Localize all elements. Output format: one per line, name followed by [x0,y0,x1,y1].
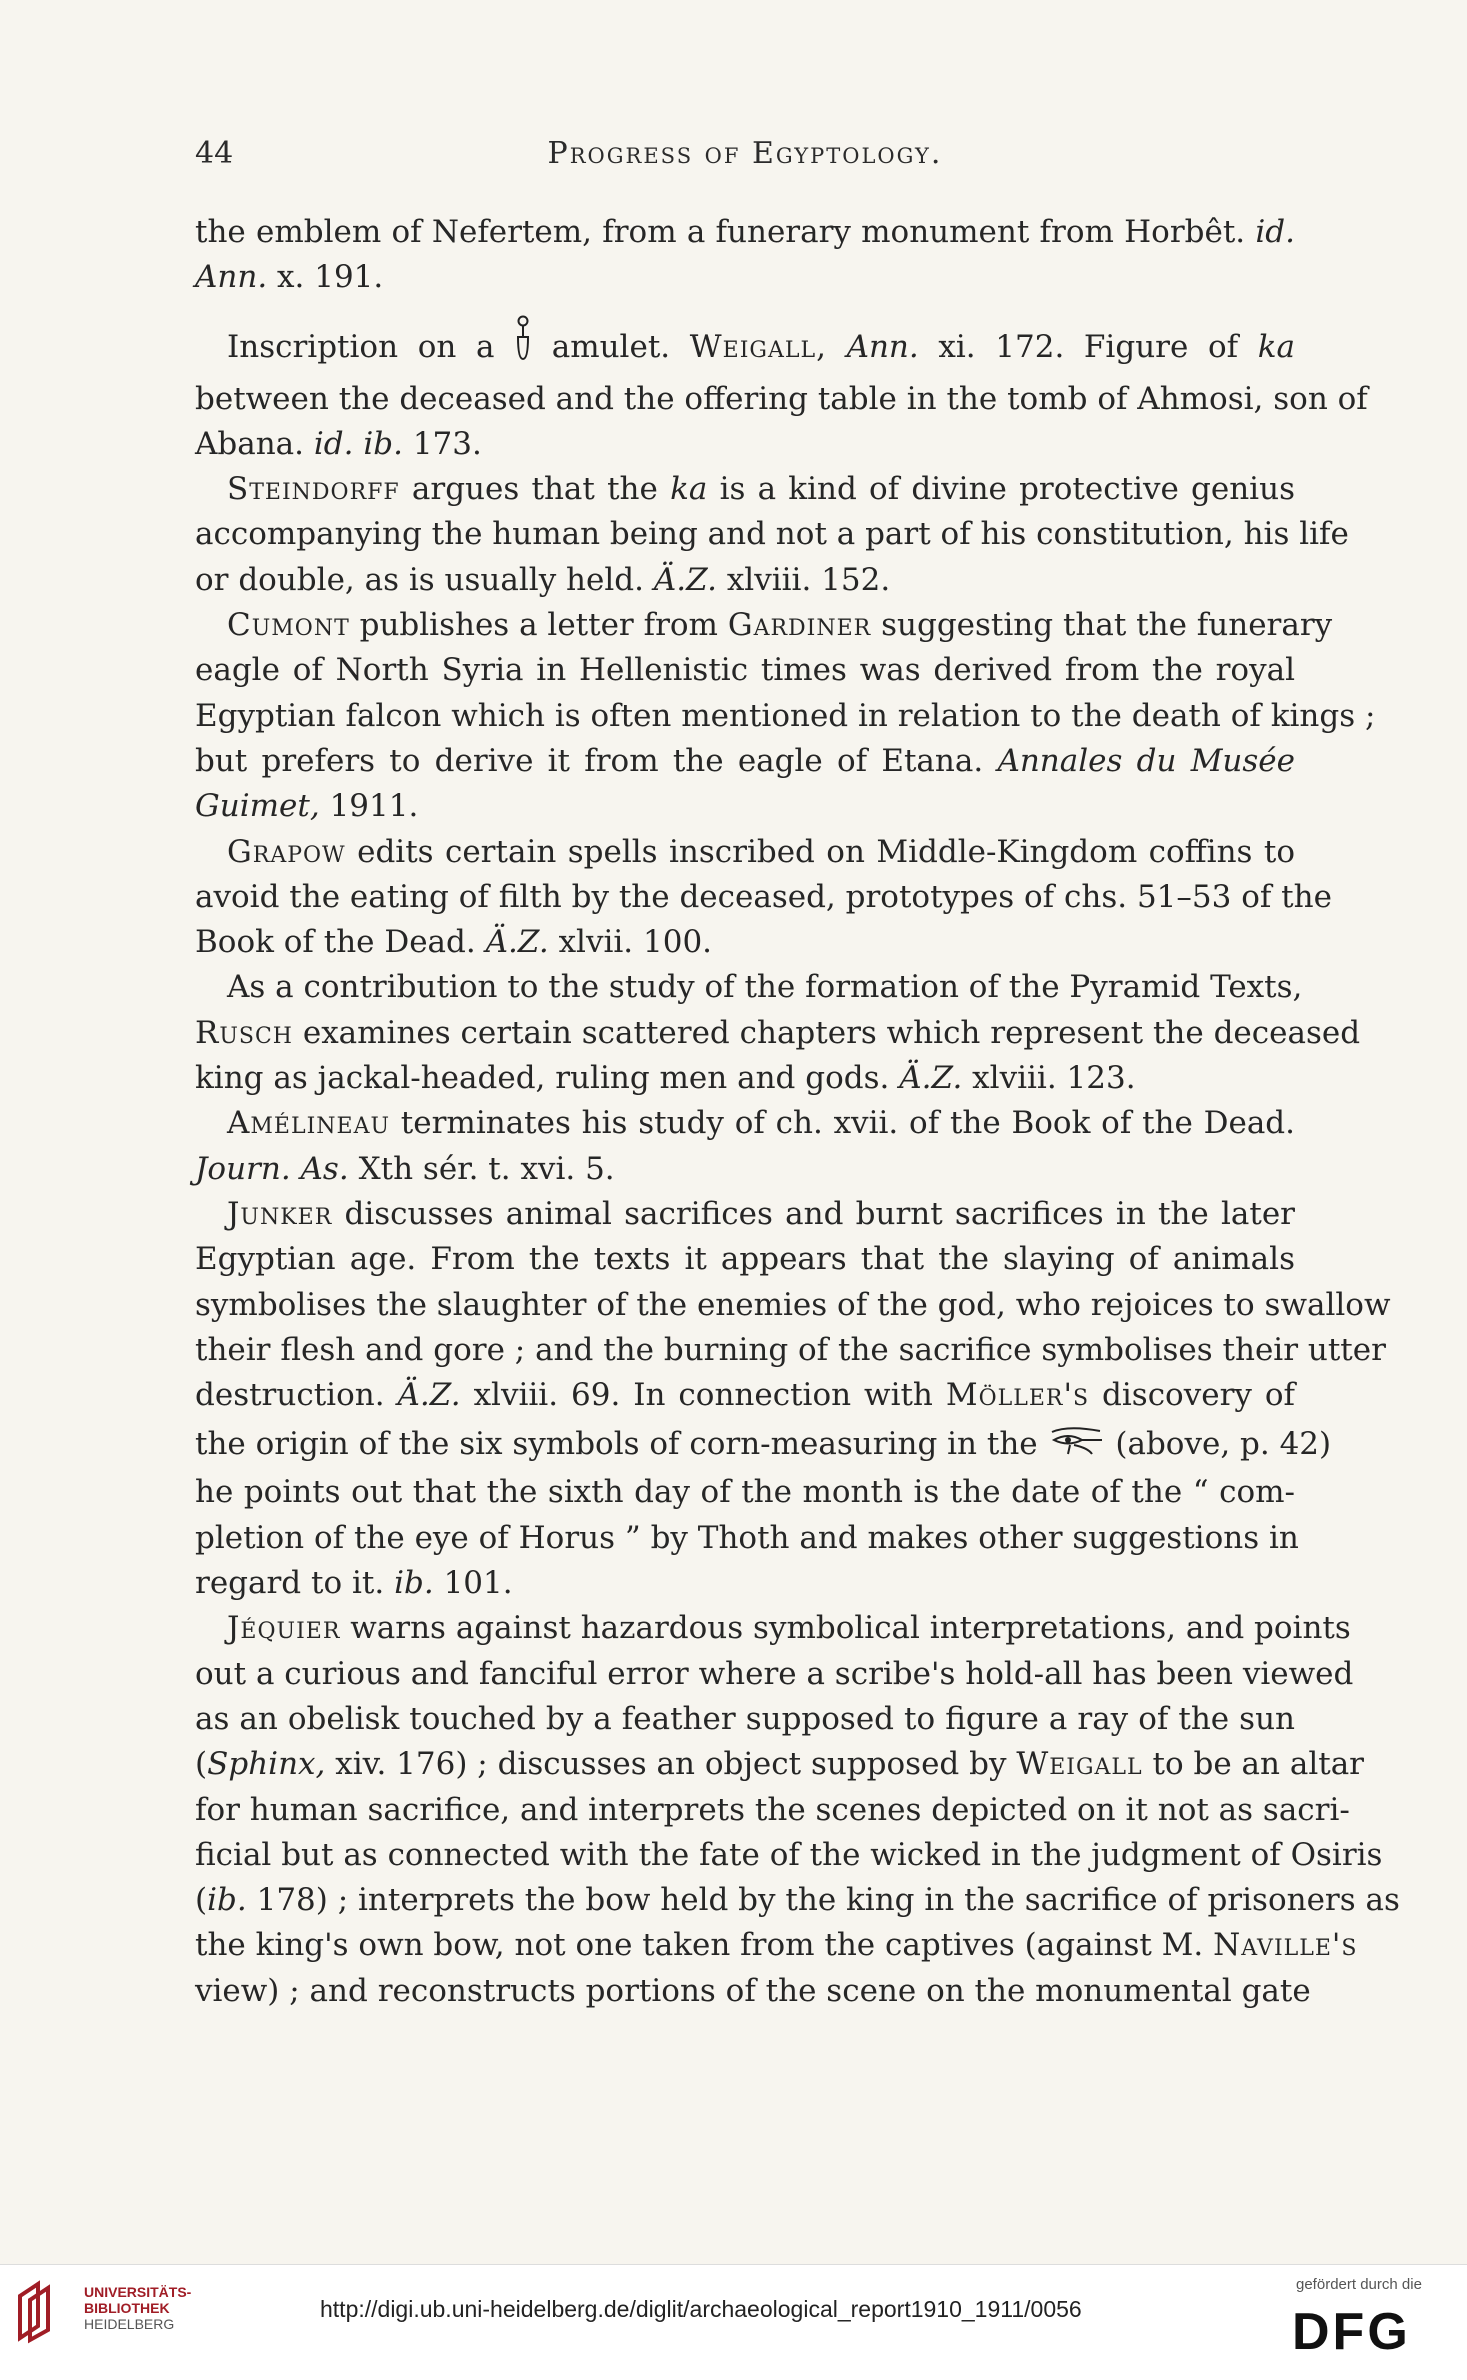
text-line: Inscription on a amulet. Weigall, Ann. xi. 172. Figure of ka [195,315,1295,377]
author-name: Weigall [1016,1746,1143,1783]
citation: Sphinx, [207,1746,326,1783]
author-name: Grapow [227,833,346,870]
citation: Annales du Musée [997,742,1295,779]
citation: ib. [394,1565,434,1602]
university-library-logo-icon [14,2282,78,2346]
text-line: their flesh and gore ; and the burning of the sacrifice symbolises their utter [195,1331,1386,1368]
text-line: ficial but as connected with the fate of the wicked in the judgment of Osiris [195,1836,1383,1873]
citation: Journ. As. [195,1150,349,1187]
library-name: UNIVERSITÄTS- BIBLIOTHEK HEIDELBERG [84,2284,192,2332]
text-line: Jéquier warns against hazardous symbolical interpretations, and points [227,1610,1351,1647]
text-line: between the deceased and the offering table in the tomb of Ahmosi, son of [195,380,1368,417]
author-name: Weigall, [689,328,827,365]
text-line: destruction. Ä.Z. xlviii. 69. In connection with Möller's discovery of [195,1377,1295,1414]
text-line: pletion of the eye of Horus ” by Thoth and makes other suggestions in [195,1519,1299,1556]
text-line: Egyptian age. From the texts it appears that the slaying of animals [195,1241,1295,1278]
text-line: As a contribution to the study of the formation of the Pyramid Texts, [227,969,1303,1006]
text-line: Steindorff argues that the ka is a kind of divine protective genius [227,471,1295,508]
author-name: Steindorff [227,471,400,508]
body-text [195,210,1400,2014]
citation: Ä.Z. [485,924,549,961]
citation: Ann. [846,328,919,365]
author-name: Gardiner [727,607,872,644]
text-line: the emblem of Nefertem, from a funerary monument from Horbêt. id. [195,214,1295,250]
dfg-logo: DFG [1292,2303,1411,2361]
citation: id. ib. [313,425,403,462]
text-line: for human sacrifice, and interprets the scenes depicted on it not as sacri- [195,1791,1350,1828]
text-line: Amélineau terminates his study of ch. xvii. of the Book of the Dead. [227,1105,1295,1142]
text-line: Abana. id. ib. 173. [195,425,482,462]
text-line: he points out that the sixth day of the month is the date of the “ com- [195,1474,1295,1511]
text-line: out a curious and fanciful error where a scribe's hold-all has been viewed [195,1655,1354,1692]
author-name: Cumont [227,607,350,644]
text-line: Ann. x. 191. [195,259,384,296]
citation: Ann. [195,259,268,296]
text-line: avoid the eating of filth by the deceased, prototypes of chs. 51–53 of the [195,878,1332,915]
author-name: Jéquier [227,1610,341,1647]
citation: Ä.Z. [397,1377,461,1414]
text-line: Egyptian falcon which is often mentioned in relation to the death of kings ; [195,697,1376,734]
citation: Guimet, [195,788,320,825]
author-name: Naville's [1213,1927,1358,1964]
amulet-hieroglyph-icon [514,315,532,382]
text-line: (Sphinx, xiv. 176) ; discusses an object supposed by Weigall to be an altar [195,1746,1364,1783]
citation: Ä.Z. [653,561,717,598]
text-line: Cumont publishes a letter from Gardiner suggesting that the funerary [227,607,1333,644]
text-line: view) ; and reconstructs portions of the scene on the monumental gate [195,1972,1311,2009]
text-line: (ib. 178) ; interprets the bow held by the king in the sacrifice of prisoners as [195,1882,1400,1919]
citation: Ä.Z. [899,1060,963,1097]
eye-of-horus-icon [1048,1420,1106,1472]
text-line: Junker discusses animal sacrifices and burnt sacrifices in the later [227,1195,1295,1232]
text-line: Grapow edits certain spells inscribed on Middle-Kingdom coffins to [227,833,1295,870]
text-line: Book of the Dead. Ä.Z. xlvii. 100. [195,924,713,961]
running-title: Progress of Egyptology. [547,136,943,171]
text-line: but prefers to derive it from the eagle of Etana. Annales du Musée [195,742,1295,779]
text-line: the origin of the six symbols of corn-measuring in the (above, p. 42) [195,1418,1295,1470]
funding-caption: gefördert durch die [1296,2276,1422,2293]
citation: id. [1255,214,1295,250]
page-number: 44 [195,136,234,171]
author-name: Junker [227,1195,333,1232]
citation: ib. [207,1882,247,1919]
text-line: or double, as is usually held. Ä.Z. xlviii. 152. [195,561,891,598]
source-url-link[interactable]: http://digi.ub.uni-heidelberg.de/diglit/archaeological_report1910_1911/0056 [320,2296,1082,2322]
text-line: eagle of North Syria in Hellenistic times was derived from the royal [195,652,1295,689]
author-name: Rusch [195,1014,293,1051]
text-line: regard to it. ib. 101. [195,1565,513,1602]
text-line: symbolises the slaughter of the enemies of the god, who rejoices to swallow [195,1286,1391,1323]
author-name: Möller's [945,1377,1090,1414]
text-line: Guimet, 1911. [195,788,419,825]
text-line: accompanying the human being and not a part of his constitution, his life [195,516,1349,553]
text-line: Rusch examines certain scattered chapters which represent the deceased [195,1014,1361,1051]
text-line: as an obelisk touched by a feather supposed to figure a ray of the sun [195,1700,1295,1737]
text-line: Journ. As. Xth sér. t. xvi. 5. [195,1150,615,1187]
text-line: king as jackal-headed, ruling men and gods. Ä.Z. xlviii. 123. [195,1060,1136,1097]
text-line: the king's own bow, not one taken from the captives (against M. Naville's [195,1927,1358,1964]
author-name: Amélineau [227,1105,391,1142]
